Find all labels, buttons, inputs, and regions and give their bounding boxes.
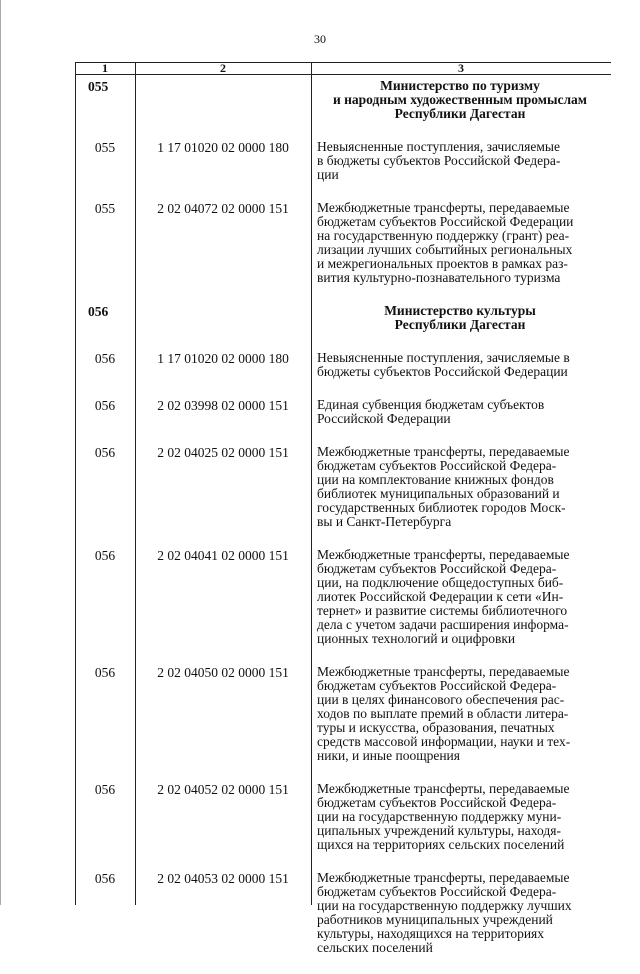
admin-code-cell: 056 [94, 445, 116, 460]
income-code-cell: 2 02 04052 02 0000 151 [157, 782, 289, 797]
income-name-cell: Межбюджетные трансферты, передаваемые бюджетам субъектов Российской Федера- ции в целях финансового обеспечения рас- ходов по выплате премий в области литера- туры и искусства, образования, печатных средств массовой информации, науки и тех- ники, и иные поощрения [317, 664, 571, 763]
income-name-cell: Межбюджетные трансферты, передаваемые бюджетам субъектов Российской Федера- ции на государственную поддержку муни- ципальных учреждений культуры, находя- щихся на территориях сельских поселений [317, 781, 570, 852]
table-row [75, 782, 611, 852]
income-name-cell: Министерство культуры Республики Дагестан [384, 303, 536, 332]
admin-code-cell: 056 [94, 398, 116, 413]
admin-code-cell: 055 [94, 140, 116, 155]
income-name-cell: Межбюджетные трансферты, передаваемые бюджетам субъектов Российской Федера- ции, на подключение общедоступных биб- лиотек Российской Федерации к сети «Ин- тернет» и развитие системы библиотечного дела с учетом задачи расширения информа- ционных технологий и оцифровки [317, 547, 570, 646]
income-name-cell: Единая субвенция бюджетам субъектов Российской Федерации [317, 397, 545, 426]
income-name-cell: Межбюджетные трансферты, передаваемые бюджетам субъектов Российской Федера- ции на комплектование книжных фондов библиотек муниципальных образований и государственных библиотек городов Моск- вы и Санкт-Петербурга [317, 444, 570, 529]
table-row [75, 351, 611, 379]
scan-edge [0, 0, 1, 905]
income-name-cell: Невыясненные поступления, зачисляемые в бюджеты субъектов Российской Федерации [317, 350, 570, 379]
page-number: 30 [314, 32, 326, 46]
income-code-cell [135, 79, 311, 121]
income-code-cell [135, 304, 311, 332]
table-row [75, 871, 611, 955]
admin-code-cell: 056 [94, 548, 116, 563]
column-header-2: 2 [220, 61, 226, 75]
section-header-row [75, 304, 611, 332]
table-row [75, 548, 611, 646]
admin-code-cell: 056 [94, 782, 116, 797]
income-code-cell: 2 02 03998 02 0000 151 [157, 398, 289, 413]
income-code-cell: 2 02 04072 02 0000 151 [157, 201, 289, 216]
section-header-row [75, 79, 611, 121]
column-header-1: 1 [102, 61, 108, 75]
income-name-cell: Министерство по туризму и народным художественным промыслам Республики Дагестан [332, 78, 587, 121]
income-name-cell: Невыясненные поступления, зачисляемые в бюджеты субъектов Российской Федера- ции [317, 139, 561, 182]
admin-code-cell: 056 [94, 665, 116, 680]
income-code-cell: 2 02 04050 02 0000 151 [157, 665, 289, 680]
table-row [75, 201, 611, 285]
income-name-cell: Межбюджетные трансферты, передаваемые бюджетам субъектов Российской Федерации на государственную поддержку (грант) реа- лизации лучших событийных региональных и межрегиональных проектов в рамках раз- вития культурно-познавательного туризма [317, 200, 574, 285]
table-row [75, 665, 611, 763]
admin-code-cell: 055 [94, 201, 116, 216]
table-row [75, 140, 611, 182]
admin-code-cell: 056 [94, 871, 116, 886]
income-code-cell: 2 02 04025 02 0000 151 [157, 445, 289, 460]
income-name-cell: Межбюджетные трансферты, передаваемые бюджетам субъектов Российской Федера- ции на государственную поддержку лучших работников муниципальных учреждений культуры, находящихся на территориях сельских поселений [317, 870, 572, 955]
column-header-3: 3 [458, 61, 464, 75]
table-row [75, 398, 611, 426]
admin-code-cell: 055 [88, 79, 109, 94]
admin-code-cell: 056 [94, 351, 116, 366]
income-code-cell: 1 17 01020 02 0000 180 [157, 140, 289, 155]
income-code-cell: 2 02 04041 02 0000 151 [157, 548, 289, 563]
admin-code-cell: 056 [88, 304, 109, 319]
table-row [75, 445, 611, 529]
income-code-cell: 1 17 01020 02 0000 180 [157, 351, 289, 366]
table-body [75, 79, 611, 974]
income-code-cell: 2 02 04053 02 0000 151 [157, 871, 289, 886]
